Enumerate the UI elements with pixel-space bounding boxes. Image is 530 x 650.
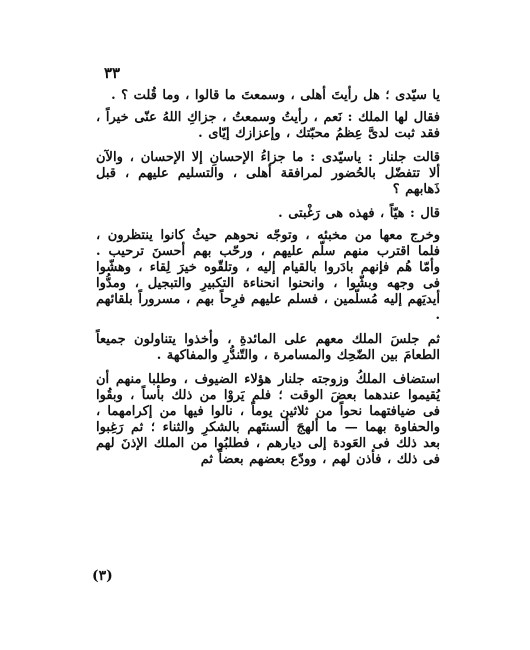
paragraph-julnar-invitation: قالت جلنار : ياسيّدى : ما جزاءُ الإحسانِ إلا الإحسان ، والآن ألا تتفضّل بالحُضور لمرافقة أهلى ، والتسليم عليهم ، قبل ذَهابهم ؟ (96, 150, 440, 197)
paragraph-hospitality: استضاف الملكُ وزوجته جلنار هؤلاء الضيوف ، وطلبا منهم أن يُقيموا عندهما بعضَ الوقت ؛ فلم يَروْا من ذلك بأساً ، وبقُوا فى ضيافتهما نحواً من ثلاثين يوماً ، نالوا فيها من إكرامهما ، والحفاوة بهما — ما ألهجَ ألسنتَهم بالشكرِ والثناء ؛ ثم رَغِبوا بعد ذلك فى العَودة إلى ديارهم ، فطلبُوا من الملك الإذنَ لهم فى ذلك ، فأذن لهم ، وودّع بعضهم بعضاً ثم (96, 372, 440, 467)
paragraph-king-reply: فقال لها الملك : نَعم ، رأيتُ وسمعتُ ، جزاكِ اللهُ عنّى خيراً ، فقد ثبت لدىَّ عِظمُ محبّتك ، وإعزازك إيّاى . (96, 110, 440, 141)
signature-mark: (٣) (92, 568, 113, 584)
paragraph-dining: ثم جلسَ الملك معهم على المائدةِ ، وأخذوا يتناولون جميعاً الطعامَ بين الضّحِك والمسامرة ، والتّندُّرِ والمفاكهة . (96, 332, 440, 363)
paragraph-meeting-family: وخرج معها من مخبئه ، وتوجّه نحوهم حيثُ كانوا ينتظرون ، فلما اقترب منهم سلّم عليهم ، ورحّب بهم أحسنَ ترحيب . وأمّا هُم فإنهم بادَروا بالقيام إليه ، وتلقّوه خيرَ لِقاء ، وهشّوا فى وجهه وبشّوا ، وانحنوا انحناءة التكبيرِ والتبجيل ، ومدُّوا أيديَهم إليه مُسلّمين ، فسلم عليهم فرِحاً بهم ، مسروراً بلقائهم . (96, 228, 440, 323)
page-body-text (96, 88, 440, 476)
paragraph-king-accepts: قال : هيّاً ، فهذه هى رَغْبتى . (278, 206, 440, 221)
paragraph-question: يا سيّدى ؛ هل رأيتَ أهلى ، وسمعتَ ما قالوا ، وما قُلت ؟ . (111, 88, 440, 103)
page-number: ٣٣ (104, 64, 121, 82)
